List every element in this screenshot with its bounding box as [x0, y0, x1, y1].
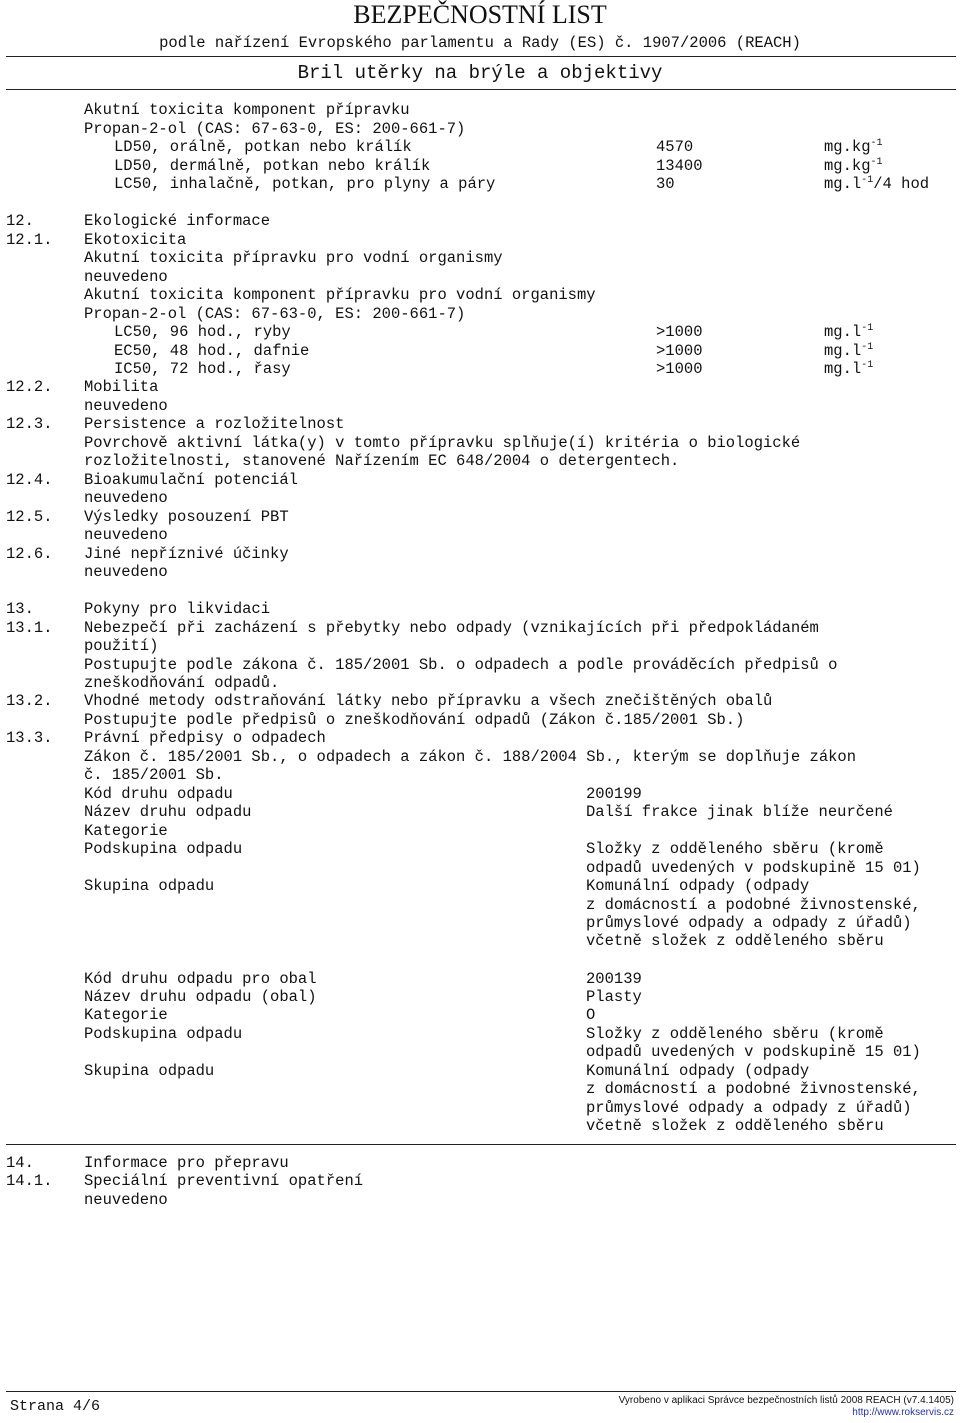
subsection-title: Persistence a rozložitelnost [84, 415, 345, 433]
subsection-number: 12.3. [6, 415, 53, 433]
waste-group-label: Skupina odpadu [84, 1062, 215, 1080]
waste-name-label: Název druhu odpadu (obal) [84, 988, 317, 1006]
waste-code-label: Kód druhu odpadu pro obal [84, 970, 317, 988]
producer-text: Vyrobeno v aplikaci Správce bezpečnostních listů 2008 REACH (v7.4.1405) [618, 1395, 954, 1406]
text-line: neuvedeno [84, 563, 168, 581]
subsection-number: 13.1. [6, 619, 53, 637]
subsection-number: 14.1. [6, 1172, 53, 1190]
waste-group-value: průmyslové odpady a odpady z úřadů) [586, 914, 912, 932]
text-line: neuvedeno [84, 268, 168, 286]
waste-name-value: Další frakce jinak blíže neurčené [586, 803, 893, 821]
subsection-title: Mobilita [84, 378, 159, 396]
waste-group-value: včetně složek z odděleného sběru [586, 932, 884, 950]
subsection-number: 12.4. [6, 471, 53, 489]
tox-row-value: 4570 [656, 138, 694, 156]
tox-row-label: LD50, orálně, potkan nebo králík [114, 138, 412, 156]
subsection-title: Vhodné metody odstraňování látky nebo přípravku a všech znečištěných obalů [84, 692, 773, 710]
waste-subgroup-value: Složky z odděleného sběru (kromě [586, 1025, 884, 1043]
tox-row-unit: $mg.l^{-1}/4$ hod [824, 175, 930, 193]
waste-subgroup-label: Podskupina odpadu [84, 840, 243, 858]
subsection-title: Bioakumulační potenciál [84, 471, 298, 489]
waste-group-value: Komunální odpady (odpady [586, 877, 810, 895]
waste-subgroup-value: odpadů uvedených v podskupině 15 01) [586, 859, 921, 877]
waste-subgroup-label: Podskupina odpadu [84, 1025, 243, 1043]
subsection-title: Ekotoxicita [84, 231, 187, 249]
product-name: Bril utěrky na brýle a objektivy [297, 62, 663, 84]
section-number: 14. [6, 1154, 34, 1172]
subsection-title: Výsledky posouzení PBT [84, 508, 289, 526]
subsection-number: 12.6. [6, 545, 53, 563]
text-line: neuvedeno [84, 1191, 168, 1209]
ecotox-row-value: >1000 [656, 342, 703, 360]
substance-line: Propan-2-ol (CAS: 67-63-0, ES: 200-661-7) [84, 305, 466, 323]
text-line: neuvedeno [84, 526, 168, 544]
tox-row-value: 30 [656, 175, 675, 193]
text-line: zneškodňování odpadů. [84, 674, 280, 692]
text-line: Povrchově aktivní látka(y) v tomto přípravku splňuje(í) kritéria o biologické [84, 434, 801, 452]
ecotox-row-unit: $mg.l^{-1}$ [824, 360, 874, 378]
waste-subgroup-value: odpadů uvedených v podskupině 15 01) [586, 1043, 921, 1061]
ecotox-row-label: IC50, 72 hod., řasy [114, 360, 291, 378]
subsection-number: 13.3. [6, 729, 53, 747]
waste-group-value: z domácností a podobné živnostenské, [586, 896, 921, 914]
page-number: Strana 4/6 [10, 1398, 101, 1415]
footer-producer [619, 1395, 954, 1419]
subsection-number: 12.5. [6, 508, 53, 526]
document-title: BEZPEČNOSTNÍ LIST [353, 0, 607, 29]
text-line: Akutní toxicita komponent přípravku pro vodní organismy [84, 286, 596, 304]
subsection-title: Právní předpisy o odpadech [84, 729, 326, 747]
waste-name-label: Název druhu odpadu [84, 803, 252, 821]
subsection-number: 13.2. [6, 692, 53, 710]
subsection-number: 12.2. [6, 378, 53, 396]
acute-tox-heading: Akutní toxicita komponent přípravku [84, 101, 410, 119]
subsection-title-cont: použití) [84, 637, 159, 655]
text-line: Akutní toxicita přípravku pro vodní organismy [84, 249, 503, 267]
waste-subgroup-value: Složky z odděleného sběru (kromě [586, 840, 884, 858]
waste-category-label: Kategorie [84, 1006, 168, 1024]
tox-row-value: 13400 [656, 157, 703, 175]
ecotox-row-label: LC50, 96 hod., ryby [114, 323, 291, 341]
tox-row-label: LD50, dermálně, potkan nebo králík [114, 157, 431, 175]
tox-row-label: LC50, inhalačně, potkan, pro plyny a páry [114, 175, 496, 193]
tox-row-unit: $mg.kg^{-1}$ [824, 138, 883, 156]
text-line: Postupujte podle zákona č. 185/2001 Sb. o odpadech a podle prováděcích předpisů o [84, 656, 838, 674]
text-line: č. 185/2001 Sb. [84, 766, 224, 784]
subsection-title: Jiné nepříznivé účinky [84, 545, 289, 563]
waste-category-label: Kategorie [84, 822, 168, 840]
waste-code-value: 200199 [586, 785, 642, 803]
waste-name-value: Plasty [586, 988, 642, 1006]
ecotox-row-unit: $mg.l^{-1}$ [824, 342, 874, 360]
acute-tox-substance: Propan-2-ol (CAS: 67-63-0, ES: 200-661-7) [84, 120, 466, 138]
ecotox-row-unit: $mg.l^{-1}$ [824, 323, 874, 341]
text-line: Zákon č. 185/2001 Sb., o odpadech a zákon č. 188/2004 Sb., kterým se doplňuje zákon [84, 748, 857, 766]
waste-category-value: O [586, 1006, 596, 1024]
tox-row-unit: $mg.kg^{-1}$ [824, 157, 883, 175]
footer-divider [6, 1391, 956, 1392]
waste-code-label: Kód druhu odpadu [84, 785, 233, 803]
section-title: Ekologické informace [84, 212, 271, 230]
text-line: rozložitelnosti, stanovené Nařízením EC 648/2004 o detergentech. [84, 452, 680, 470]
section-number: 13. [6, 600, 34, 618]
text-line: Postupujte podle předpisů o zneškodňování odpadů (Zákon č.185/2001 Sb.) [84, 711, 745, 729]
waste-code-value: 200139 [586, 970, 642, 988]
waste-group-value: Komunální odpady (odpady [586, 1062, 810, 1080]
section-title: Pokyny pro likvidaci [84, 600, 271, 618]
section-title: Informace pro přepravu [84, 1154, 289, 1172]
text-line: neuvedeno [84, 397, 168, 415]
producer-link[interactable]: http://www.rokservis.cz [852, 1407, 954, 1418]
waste-group-value: z domácností a podobné živnostenské, [586, 1080, 921, 1098]
subsection-number: 12.1. [6, 231, 53, 249]
document-subtitle: podle nařízení Evropského parlamentu a Rady (ES) č. 1907/2006 (REACH) [159, 34, 801, 52]
text-line: neuvedeno [84, 489, 168, 507]
subsection-title: Nebezpečí při zacházení s přebytky nebo odpady (vznikajících při předpokládaném [84, 619, 819, 637]
ecotox-row-value: >1000 [656, 360, 703, 378]
subsection-title: Speciální preventivní opatření [84, 1172, 364, 1190]
header-divider [6, 56, 956, 57]
ecotox-row-label: EC50, 48 hod., dafnie [114, 342, 310, 360]
waste-group-value: průmyslové odpady a odpady z úřadů) [586, 1099, 912, 1117]
section-divider [6, 1144, 956, 1145]
waste-group-label: Skupina odpadu [84, 877, 215, 895]
section-number: 12. [6, 212, 34, 230]
ecotox-row-value: >1000 [656, 323, 703, 341]
waste-group-value: včetně složek z odděleného sběru [586, 1117, 884, 1135]
header-divider-bottom [6, 89, 956, 90]
